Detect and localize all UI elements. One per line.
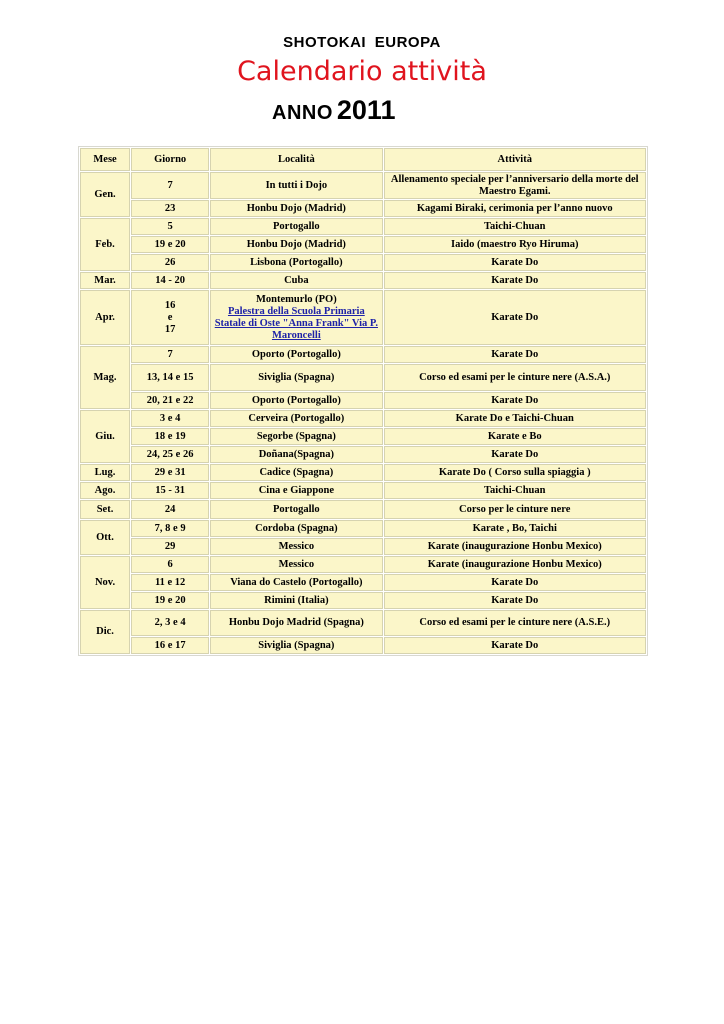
day-cell: 19 e 20: [131, 236, 209, 253]
month-cell: Ago.: [80, 482, 130, 499]
day-cell: 6: [131, 556, 209, 573]
table-row: [80, 464, 646, 481]
place-cell: Honbu Dojo (Madrid): [210, 236, 382, 253]
day-cell: 7: [131, 346, 209, 363]
month-cell: Feb.: [80, 218, 130, 271]
place-cell: Honbu Dojo Madrid (Spagna): [210, 610, 382, 636]
table-row: [80, 200, 646, 217]
day-cell: 3 e 4: [131, 410, 209, 427]
place-cell: Messico: [210, 538, 382, 555]
activity-cell: Karate Do: [384, 254, 647, 271]
table-row: [80, 364, 646, 391]
activity-cell: Karate Do ( Corso sulla spiaggia ): [384, 464, 647, 481]
table-row: [80, 556, 646, 573]
month-cell: Lug.: [80, 464, 130, 481]
place-cell: Messico: [210, 556, 382, 573]
place-cell: Segorbe (Spagna): [210, 428, 382, 445]
day-cell: 19 e 20: [131, 592, 209, 609]
day-cell: 13, 14 e 15: [131, 364, 209, 391]
place-cell: Cadice (Spagna): [210, 464, 382, 481]
activity-cell: Karate Do: [384, 290, 647, 345]
table-row: [80, 392, 646, 409]
day-cell: 24: [131, 500, 209, 519]
table-row: [80, 172, 646, 199]
day-cell: [131, 290, 209, 345]
place-cell: Cerveira (Portogallo): [210, 410, 382, 427]
column-header-day: Giorno: [131, 148, 209, 171]
place-cell: Oporto (Portogallo): [210, 346, 382, 363]
day-cell: 7: [131, 172, 209, 199]
month-cell: Set.: [80, 500, 130, 519]
place-cell: Portogallo: [210, 218, 382, 235]
place-cell: Portogallo: [210, 500, 382, 519]
table-row: [80, 610, 646, 636]
activity-cell: Taichi-Chuan: [384, 482, 647, 499]
year-heading: [272, 95, 395, 126]
column-header-month: Mese: [80, 148, 130, 171]
activity-cell: Karate Do e Taichi-Chuan: [384, 410, 647, 427]
month-cell: Nov.: [80, 556, 130, 609]
day-cell: 5: [131, 218, 209, 235]
table-row: [80, 254, 646, 271]
place-cell: Cuba: [210, 272, 382, 289]
place-cell: Rimini (Italia): [210, 592, 382, 609]
table-row: [80, 236, 646, 253]
table-row: [80, 500, 646, 519]
column-header-activity: Attività: [384, 148, 647, 171]
table-row: [80, 410, 646, 427]
activity-cell: Karate Do: [384, 392, 647, 409]
organization-name: SHOTOKAI EUROPA: [283, 34, 441, 51]
place-cell: Lisbona (Portogallo): [210, 254, 382, 271]
venue-link[interactable]: Palestra della Scuola Primaria Statale di Oste "Anna Frank" Via P. Maroncelli: [214, 305, 378, 341]
activity-cell: Karate Do: [384, 592, 647, 609]
place-cell: Siviglia (Spagna): [210, 637, 382, 654]
table-row: [80, 428, 646, 445]
activity-cell: Karate (inaugurazione Honbu Mexico): [384, 538, 647, 555]
place-cell: [210, 290, 382, 345]
day-cell: 26: [131, 254, 209, 271]
day-cell: 29: [131, 538, 209, 555]
day-cell: 24, 25 e 26: [131, 446, 209, 463]
activity-cell: Karate Do: [384, 346, 647, 363]
place-cell: In tutti i Dojo: [210, 172, 382, 199]
table-row: [80, 218, 646, 235]
month-cell: Dic.: [80, 610, 130, 654]
table-row: [80, 592, 646, 609]
place-cell: Viana do Castelo (Portogallo): [210, 574, 382, 591]
activity-cell: Kagami Biraki, cerimonia per l’anno nuovo: [384, 200, 647, 217]
day-cell: 23: [131, 200, 209, 217]
month-cell: Apr.: [80, 290, 130, 345]
day-line: e: [167, 311, 173, 323]
place-cell: Doñana(Spagna): [210, 446, 382, 463]
table-row: [80, 446, 646, 463]
activity-cell: Karate Do: [384, 272, 647, 289]
table-row: [80, 290, 646, 345]
place-cell: Oporto (Portogallo): [210, 392, 382, 409]
activity-cell: Corso per le cinture nere: [384, 500, 647, 519]
year-word: ANNO: [272, 102, 333, 124]
page-title: Calendario attività: [237, 56, 487, 87]
day-cell: 7, 8 e 9: [131, 520, 209, 537]
activity-cell: Karate (inaugurazione Honbu Mexico): [384, 556, 647, 573]
day-cell: 2, 3 e 4: [131, 610, 209, 636]
day-cell: 20, 21 e 22: [131, 392, 209, 409]
column-header-place: Località: [210, 148, 382, 171]
activity-cell: Karate Do: [384, 637, 647, 654]
table-row: [80, 346, 646, 363]
month-cell: Gen.: [80, 172, 130, 217]
day-line: 16: [164, 299, 176, 311]
place-cell: Honbu Dojo (Madrid): [210, 200, 382, 217]
activity-cell: Karate Do: [384, 574, 647, 591]
activity-calendar-table: [78, 146, 648, 656]
activity-cell: Karate Do: [384, 446, 647, 463]
table-header-row: [80, 148, 646, 171]
month-cell: Mag.: [80, 346, 130, 409]
activity-cell: Karate e Bo: [384, 428, 647, 445]
activity-cell: Corso ed esami per le cinture nere (A.S.A.): [384, 364, 647, 391]
month-cell: Mar.: [80, 272, 130, 289]
activity-cell: Allenamento speciale per l’anniversario della morte del Maestro Egami.: [384, 172, 647, 199]
day-cell: 15 - 31: [131, 482, 209, 499]
table-row: [80, 272, 646, 289]
table-row: [80, 538, 646, 555]
place-cell: Cina e Giappone: [210, 482, 382, 499]
day-cell: 18 e 19: [131, 428, 209, 445]
activity-cell: Karate , Bo, Taichi: [384, 520, 647, 537]
day-line: 17: [164, 323, 176, 335]
place-name: Montemurlo (PO): [255, 293, 337, 305]
table-row: [80, 520, 646, 537]
month-cell: Ott.: [80, 520, 130, 555]
activity-cell: Iaido (maestro Ryo Hiruma): [384, 236, 647, 253]
day-cell: 14 - 20: [131, 272, 209, 289]
place-cell: Siviglia (Spagna): [210, 364, 382, 391]
table-row: [80, 482, 646, 499]
month-cell: Giu.: [80, 410, 130, 463]
day-cell: 29 e 31: [131, 464, 209, 481]
day-cell: 16 e 17: [131, 637, 209, 654]
table-row: [80, 574, 646, 591]
day-cell: 11 e 12: [131, 574, 209, 591]
table-row: [80, 637, 646, 654]
activity-cell: Taichi-Chuan: [384, 218, 647, 235]
place-cell: Cordoba (Spagna): [210, 520, 382, 537]
activity-cell: Corso ed esami per le cinture nere (A.S.E.): [384, 610, 647, 636]
year-number: 2011: [336, 95, 396, 125]
